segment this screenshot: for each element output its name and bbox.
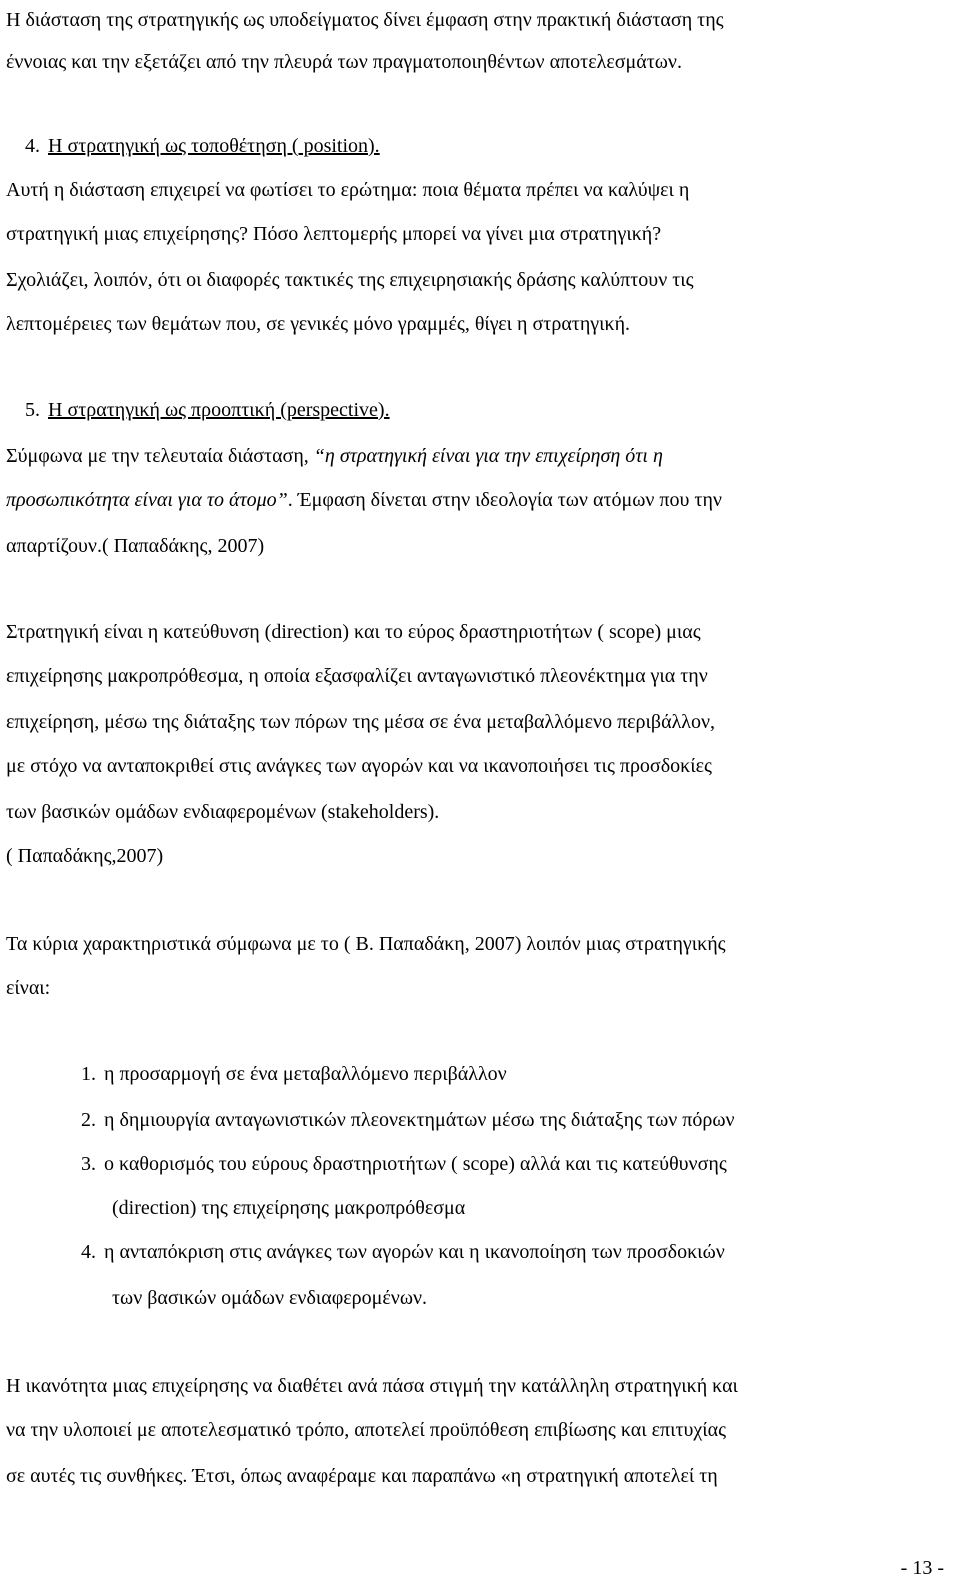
list-item-1-text: η προσαρμογή σε ένα μεταβαλλόμενο περιβάλλον	[104, 1063, 507, 1085]
intro-line-1: Η διάσταση της στρατηγικής ως υποδείγματος δίνει έμφαση στην πρακτική διάσταση της	[6, 9, 724, 31]
list-item-2-number: 2.	[81, 1109, 96, 1131]
section-5-line-2	[6, 488, 722, 512]
section-4-number: 4.	[25, 135, 40, 157]
list-item-3-number: 3.	[81, 1153, 96, 1175]
definition-line-4: με στόχο να ανταποκριθεί στις ανάγκες των αγορών και να ικανοποιήσει τις προσδοκίες	[6, 755, 712, 777]
section-4-line-3: Σχολιάζει, λοιπόν, ότι οι διαφορές τακτικές της επιχειρησιακής δράσης καλύπτουν τις	[6, 269, 694, 291]
section-5-line-3: απαρτίζουν.( Παπαδάκης, 2007)	[6, 535, 265, 557]
section-4-line-1: Αυτή η διάσταση επιχειρεί να φωτίσει το ερώτημα: ποια θέματα πρέπει να καλύψει η	[6, 179, 690, 201]
list-item-3	[64, 1152, 727, 1176]
section-5-title: Η στρατηγική ως προοπτική (perspective).	[48, 399, 390, 421]
section-4-line-2: στρατηγική μιας επιχείρησης? Πόσο λεπτομερής μπορεί να γίνει μια στρατηγική?	[6, 223, 662, 245]
list-item-3-continuation: (direction) της επιχείρησης μακροπρόθεσμα	[112, 1197, 466, 1219]
list-item-4	[64, 1240, 725, 1264]
closing-line-1: Η ικανότητα μιας επιχείρησης να διαθέτει ανά πάσα στιγμή την κατάλληλη στρατηγική και	[6, 1375, 738, 1397]
closing-line-3: σε αυτές τις συνθήκες. Έτσι, όπως αναφέραμε και παραπάνω «η στρατηγική αποτελεί τη	[6, 1465, 718, 1487]
section-5-line-2-text: . Έμφαση δίνεται στην ιδεολογία των ατόμων που την	[287, 489, 722, 511]
section-5-quote-start: “η στρατηγική είναι για την επιχείρηση ότι η	[313, 445, 663, 467]
characteristics-intro-line-1: Τα κύρια χαρακτηριστικά σύμφωνα με το ( Β. Παπαδάκη, 2007) λοιπόν μιας στρατηγικής	[6, 933, 726, 955]
section-5-number: 5.	[25, 399, 40, 421]
definition-line-1: Στρατηγική είναι η κατεύθυνση (direction) και το εύρος δραστηριοτήτων ( scope) μιας	[6, 621, 701, 643]
list-item-4-text: η ανταπόκριση στις ανάγκες των αγορών και η ικανοποίηση των προσδοκιών	[104, 1241, 725, 1263]
list-item-4-number: 4.	[81, 1241, 96, 1263]
intro-line-2: έννοιας και την εξετάζει από την πλευρά των πραγματοποιηθέντων αποτελεσμάτων.	[6, 51, 682, 73]
section-4-line-4: λεπτομέρειες των θεμάτων που, σε γενικές μόνο γραμμές, θίγει η στρατηγική.	[6, 313, 631, 335]
characteristics-intro-line-2: είναι:	[6, 977, 51, 999]
section-4-heading	[8, 134, 380, 158]
list-item-4-continuation: των βασικών ομάδων ενδιαφερομένων.	[112, 1287, 428, 1309]
section-5-line-1-text: Σύμφωνα με την τελευταία διάσταση,	[6, 445, 314, 467]
definition-line-5: των βασικών ομάδων ενδιαφερομένων (stakeholders).	[6, 801, 440, 823]
section-5-heading	[8, 398, 390, 422]
closing-line-2: να την υλοποιεί με αποτελεσματικό τρόπο, αποτελεί προϋπόθεση επιβίωσης και επιτυχίας	[6, 1419, 727, 1441]
definition-line-3: επιχείρηση, μέσω της διάταξης των πόρων της μέσα σε ένα μεταβαλλόμενο περιβάλλον,	[6, 711, 716, 733]
section-5-line-1	[6, 444, 663, 468]
page-number: - 13 -	[900, 1557, 944, 1579]
list-item-1	[64, 1062, 507, 1086]
list-item-3-text: ο καθορισμός του εύρους δραστηριοτήτων ( scope) αλλά και τις κατεύθυνσης	[104, 1153, 727, 1175]
section-5-quote-end: προσωπικότητα είναι για το άτομο”	[6, 489, 288, 511]
list-item-2-text: η δημιουργία ανταγωνιστικών πλεονεκτημάτων μέσω της διάταξης των πόρων	[104, 1109, 735, 1131]
list-item-2	[64, 1108, 735, 1132]
list-item-1-number: 1.	[81, 1063, 96, 1085]
section-4-title: Η στρατηγική ως τοποθέτηση ( position).	[48, 135, 380, 157]
definition-citation: ( Παπαδάκης,2007)	[6, 845, 164, 867]
definition-line-2: επιχείρησης μακροπρόθεσμα, η οποία εξασφαλίζει ανταγωνιστικό πλεονέκτημα για την	[6, 665, 708, 687]
